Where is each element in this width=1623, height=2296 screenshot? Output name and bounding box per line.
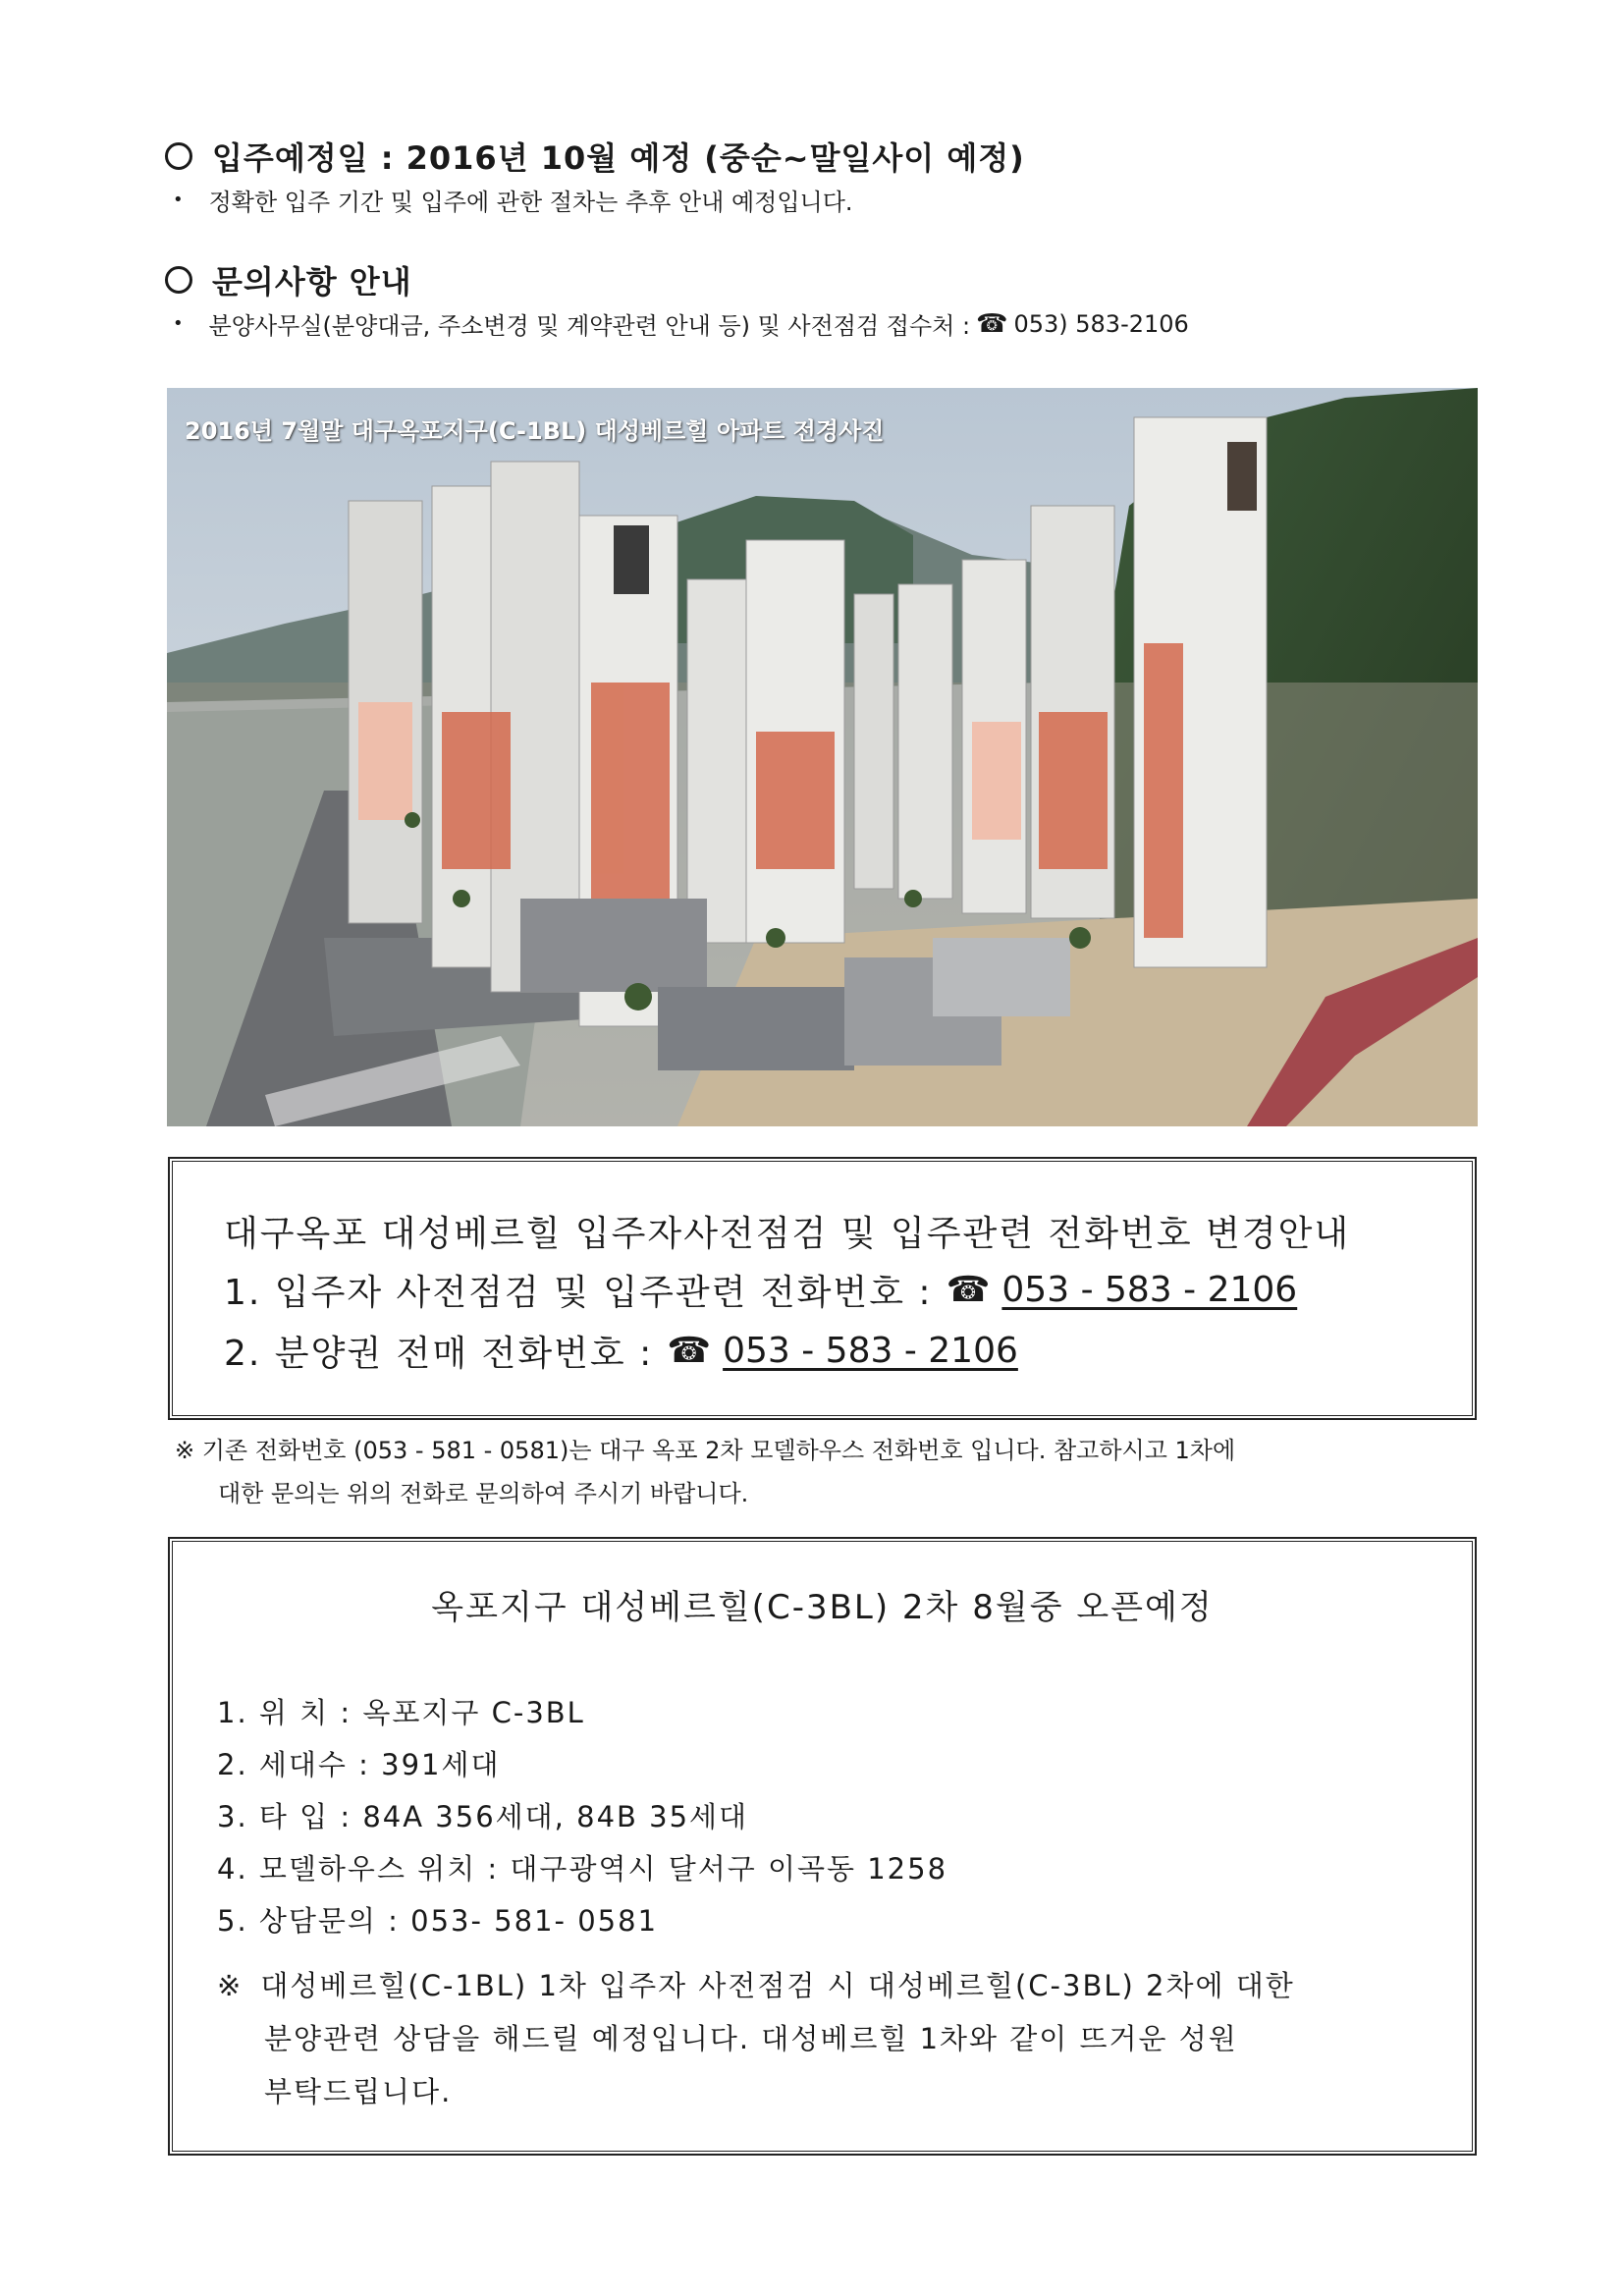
move-in-date-section — [165, 134, 1025, 179]
second-phase-heading: 옥포지구 대성베르힐(C-3BL) 2차 8월중 오픈예정 — [431, 1588, 1214, 1627]
resale-phone-line: 2. 분양권 전매 전화번호 : ☎ 053 - 583 - 2106 — [224, 1331, 1018, 1374]
phone-icon: ☎ — [976, 308, 1008, 339]
households-item: 2. 세대수 : 391세대 — [217, 1748, 501, 1781]
phone-icon: ☎ — [946, 1270, 993, 1310]
move-in-date-title: 입주예정일 : 2016년 10월 예정 (중순~말일사이 예정) — [165, 134, 1025, 179]
second-phase-remark: ※ 대성베르힐(C-1BL) 1차 입주자 사전점검 시 대성베르힐(C-3BL) 2차에 대한 분양관련 상담을 해드릴 예정입니다. 대성베르힐 1차와 같이 뜨거운 성원 부탁드립니다. — [217, 1969, 1295, 2108]
bullet-dot-icon: • — [173, 190, 184, 210]
resale-phone-number[interactable]: 053 - 583 - 2106 — [723, 1331, 1018, 1371]
phone-change-heading: 대구옥포 대성베르힐 입주자사전점검 및 입주관련 전화번호 변경안내 — [224, 1214, 1351, 1254]
move-in-phone-line: 1. 입주자 사전점검 및 입주관련 전화번호 : ☎ 053 - 583 - 2106 — [224, 1270, 1298, 1313]
sales-office-phone[interactable]: 053) 583-2106 — [1013, 309, 1189, 338]
consultation-phone-item: 5. 상담문의 : 053- 581- 0581 — [217, 1904, 659, 1938]
unit-type-item: 3. 타 입 : 84A 356세대, 84B 35세대 — [217, 1800, 749, 1833]
circle-bullet-icon — [165, 266, 192, 294]
bullet-dot-icon: • — [173, 313, 184, 334]
phone-icon: ☎ — [667, 1331, 714, 1371]
location-item: 1. 위 치 : 옥포지구 C-3BL — [217, 1696, 585, 1729]
photo-caption: 2016년 7월말 대구옥포지구(C-1BL) 대성베르힐 아파트 전경사진 — [185, 417, 885, 445]
inquiry-section — [165, 257, 412, 302]
reference-mark-icon: ※ — [217, 1969, 243, 2002]
apartment-photo-illustration — [167, 388, 1478, 1126]
circle-bullet-icon — [165, 142, 192, 170]
inquiry-title: 문의사항 안내 — [165, 257, 412, 302]
apartment-complex-photo — [167, 388, 1478, 1126]
previous-phone-note: ※ 기존 전화번호 (053 - 581 - 0581)는 대구 옥포 2차 모델하우스 전화번호 입니다. 참고하시고 1차에 대한 문의는 위의 전화로 문의하여 주시기 바랍니다. — [175, 1437, 1236, 1507]
move-in-phone-number[interactable]: 053 - 583 - 2106 — [1001, 1270, 1298, 1310]
inquiry-contact: • 분양사무실(분양대금, 주소변경 및 계약관련 안내 등) 및 사전점검 접수처 : ☎ 053) 583-2106 — [173, 308, 1189, 340]
move-in-date-note: • 정확한 입주 기간 및 입주에 관한 절차는 추후 안내 예정입니다. — [173, 189, 853, 216]
phone-change-notice-box — [168, 1157, 1477, 1420]
second-phase-open-box — [168, 1537, 1477, 2156]
model-house-location-item: 4. 모델하우스 위치 : 대구광역시 달서구 이곡동 1258 — [217, 1852, 948, 1886]
